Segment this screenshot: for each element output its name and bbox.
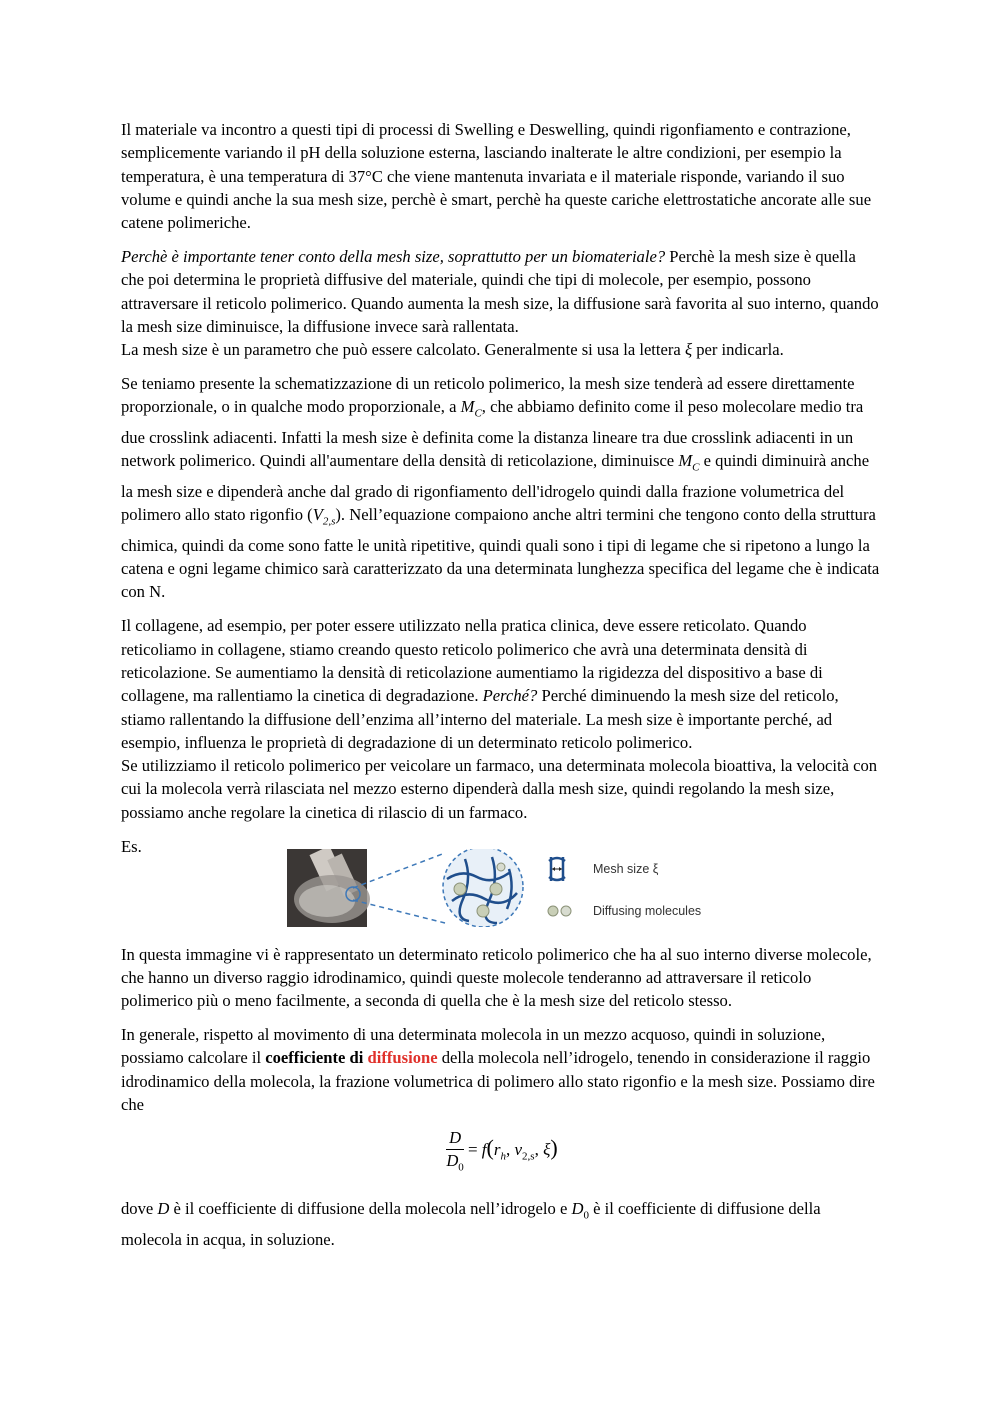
paragraph-definitions: dove D è il coefficiente di diffusione della molecola nell’idrogelo e $D_0$ è il coefficiente di diffusione della molecola in acqua, in soluzione. bbox=[121, 1198, 821, 1249]
question-text: Perchè è importante tener conto della mesh size, soprattutto per un biomateriale? bbox=[121, 247, 666, 267]
polymer-mesh-zoom bbox=[443, 849, 523, 927]
legend-mesh-icon bbox=[549, 857, 565, 881]
mc-symbol: M bbox=[678, 451, 693, 471]
paragraph-collagen: Il collagene, ad esempio, per poter essere utilizzato nella pratica clinica, deve essere reticolato. Quando reticoliamo in collagene, stiamo creando questo reticolo polimerico che avrà una determinata densità di reticolazione. Se aumentiamo la densità di reticolazione aumentiamo la rigidezza del dispositivo a base di collagene, ma rallentiamo la cinetica di degradazione. Perché? Perché diminuendo la mesh size del reticolo, stiamo rallentando la diffusione dell’enzima all’interno del materiale. La mesh size è importante perché, ad esempio, influenza le proprietà di degradazione di un determinato reticolo polimerico. Se utilizziamo il reticolo polimerico per veicolare un farmaco, una determinata molecola bioattiva, la velocità con cui la molecola verrà rilasciata nel mezzo esterno dipenderà dalla mesh size, quindi regolando la mesh size, possiamo anche regolare la cinetica di rilascio di un farmaco. bbox=[121, 616, 878, 822]
answer-text: Perchè la mesh size è quella che poi determina le proprietà diffusive del materiale, quindi che tipi di molecole, per esempio, possono attraversare il reticolo polimerico. Quando aumenta la mesh size, la diffusione sarà favorita al suo interno, quando la mesh size diminuisce, la diffusione invece sarà rallentata. bbox=[121, 247, 879, 336]
xi-symbol: ξ bbox=[684, 340, 693, 360]
equation-rhs: = $f(r_h$, $v_{2,s}$, ξ) bbox=[467, 1135, 558, 1163]
highlight-term: diffusione bbox=[367, 1048, 438, 1068]
question-perche: Perché? bbox=[482, 686, 538, 706]
equation-fraction: $\frac{D}{D_0}$ bbox=[446, 1127, 464, 1174]
legend-mesh-label: Mesh size ξ bbox=[593, 861, 659, 876]
example-label: Es. bbox=[121, 836, 142, 856]
legend-molecules-label: Diffusing molecules bbox=[593, 903, 702, 918]
paragraph-swelling: Il materiale va incontro a questi tipi di processi di Swelling e Deswelling, quindi rigonfiamento e contrazione, semplicemente variando il pH della soluzione esterna, lasciando inalterate le altre condizioni, per esempio la temperatura, è una temperatura di 37°C che viene mantenuta invariata e il materiale risponde, variando il suo volume e quindi anche la sua mesh size, perchè è smart, perchè ha queste cariche elettrostatiche ancorate alle sue catene polimeriche. bbox=[121, 120, 872, 233]
paragraph-image-description: In questa immagine vi è rappresentato un determinato reticolo polimerico che ha al suo interno diverse molecole, che hanno un diverso raggio idrodinamico, quindi queste molecole tenderanno ad attraversare il reticolo polimerico più o meno facilmente, a seconda di quella che è la mesh size del reticolo stesso. bbox=[121, 944, 872, 1011]
mesh-figure bbox=[287, 849, 727, 927]
diffusion-equation bbox=[121, 1127, 883, 1183]
paragraph-mesh-importance: Perchè è importante tener conto della mesh size, soprattutto per un biomateriale? Perchè la mesh size è quella che poi determina le proprietà diffusive del materiale, quindi che tipi di molecole, per esempio, possono attraversare il reticolo polimerico. Quando aumenta la mesh size, la diffusione sarà favorita al suo interno, quando la mesh size diminuisce, la diffusione invece sarà rallentata. La mesh size è un parametro che può essere calcolato. Generalmente si usa la lettera ξ per indicarla. bbox=[121, 247, 879, 360]
document-page bbox=[121, 118, 883, 1261]
legend-molecules-icon bbox=[548, 906, 571, 916]
example-row bbox=[121, 835, 883, 929]
bold-term: coefficiente di bbox=[265, 1048, 368, 1068]
hydrogel-photo bbox=[287, 849, 370, 927]
paragraph-mesh-definition: Se teniamo presente la schematizzazione di un reticolo polimerico, la mesh size tenderà ad essere direttamente proporzionale, o in qualche modo proporzionale, a $M_C$, che abbiamo definito come il peso molecolare medio tra due crosslink adiacenti. Infatti la mesh size è definita come la distanza lineare tra due crosslink adiacenti in un network polimerico. Quindi all'aumentare della densità di reticolazione, diminuisce $M_C$ e quindi diminuirà anche la mesh size e dipenderà anche dal grado di rigonfiamento dell'idrogelo quindi dalla frazione volumetrica del polimero allo stato rigonfio $(V_{2,s})$. Nell’equazione compaiono anche altri termini che tengono conto della struttura chimica, quindi da come sono fatte le unità ripetitive, quindi quali sono i tipi di legame che si ripetono a lungo la catena e ogni legame chimico sarà caratterizzato da una determinata lunghezza specifica del legame che è indicata con N. bbox=[121, 374, 880, 602]
mc-symbol: M bbox=[460, 397, 475, 417]
v2s-symbol: V bbox=[312, 505, 323, 525]
paragraph-diffusion: In generale, rispetto al movimento di una determinata molecola in un mezzo acquoso, quindi in soluzione, possiamo calcolare il coefficiente di diffusione della molecola nell’idrogelo, tenendo in considerazione il raggio idrodinamico della molecola, la frazione volumetrica di polimero allo stato rigonfio e la mesh size. Possiamo dire che bbox=[121, 1025, 875, 1114]
